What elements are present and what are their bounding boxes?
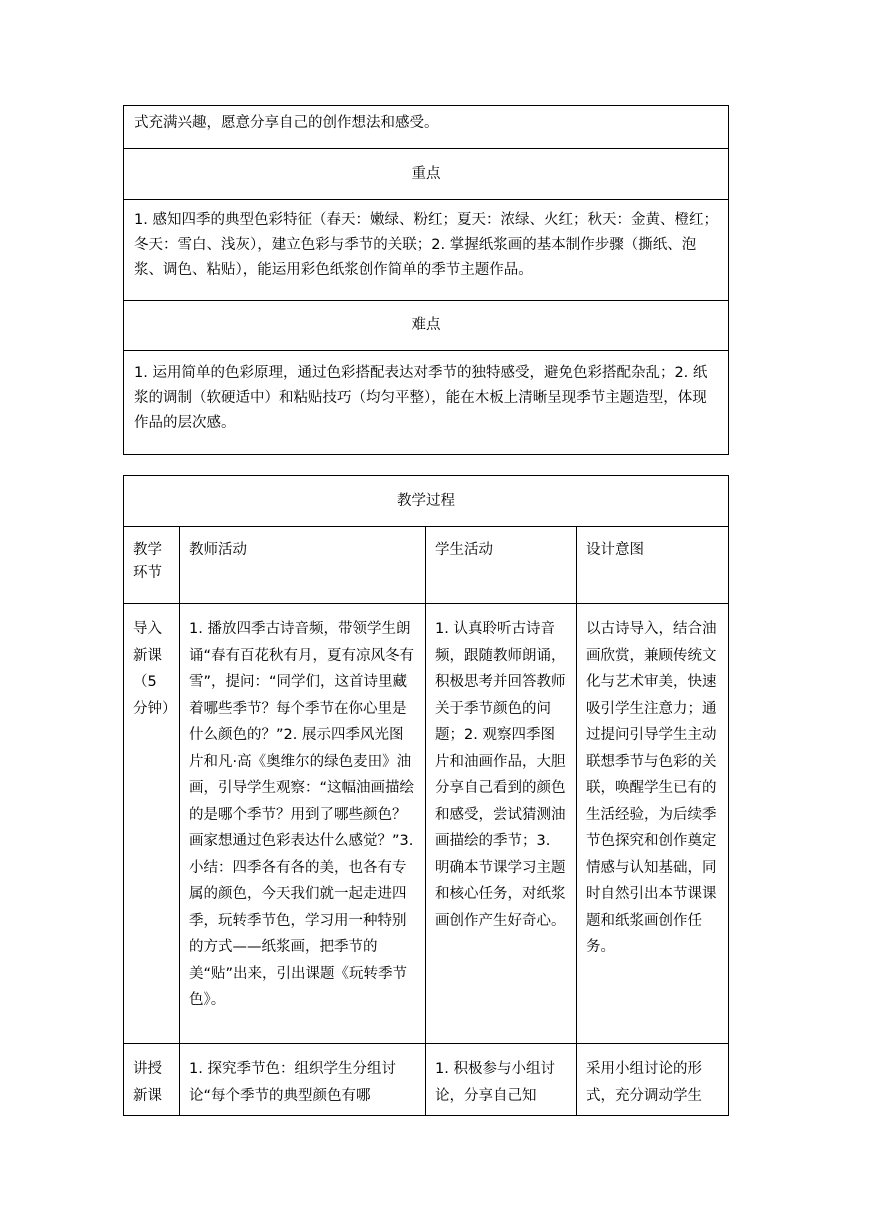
difficulties-content: 1. 运用简单的色彩原理，通过色彩搭配表达对季节的独特感受，避免色彩搭配杂乱；2. 纸浆的调制（软硬适中）和粘贴技巧（均匀平整），能在木板上清晰呈现季节主题造型，体现作品的层次感。 (134, 365, 708, 431)
key-points-content-cell (124, 200, 729, 301)
intro-fragment: 式充满兴趣，愿意分享自己的创作想法和感受。 (134, 115, 439, 131)
header-teacher-label: 教师活动 (189, 542, 247, 558)
row-intro-intent (577, 604, 729, 1044)
header-stage (124, 527, 180, 604)
process-table (123, 475, 729, 1116)
row-intro-student (426, 604, 577, 1044)
difficulties-heading: 难点 (411, 317, 441, 333)
difficulties-heading-cell (124, 301, 729, 351)
objectives-table (123, 105, 729, 455)
intro-fragment-cell (124, 106, 729, 149)
header-intent (577, 527, 729, 604)
row-new-stage (124, 1044, 180, 1116)
header-student (426, 527, 577, 604)
row-intro-teacher (180, 604, 426, 1044)
header-student-label: 学生活动 (435, 542, 493, 558)
stage-text: 讲授新课 (133, 1061, 162, 1104)
teacher-activity-text: 1. 播放四季古诗音频，带领学生朗诵“春有百花秋有月，夏有凉风冬有雪”，提问：“同学们，这首诗里藏着哪些季节？每个季节在你心里是什么颜色的？”2. 展示四季风光图片和凡·高《奥维尔的绿色麦田》油画，引导学生观察：“这幅油画描绘的是哪个季节？用到了哪些颜色？画家想通过色彩表达什么感觉？”3. 小结：四季各有各的美，也各有专属的颜色，今天我们就一起走进四季，玩转季节色，学习用一种特别的方式——纸浆画，把季节的美“贴”出来，引出课题《玩转季节色》。 (189, 621, 415, 1008)
stage-text: 导入新课（5分钟） (133, 621, 177, 717)
row-intro-stage (124, 604, 180, 1044)
header-intent-label: 设计意图 (586, 542, 644, 558)
design-intent-text: 以古诗导入，结合油画欣赏，兼顾传统文化与艺术审美，快速吸引学生注意力；通过提问引导学生主动联想季节与色彩的关联，唤醒学生已有的生活经验，为后续季节色探究和创作奠定情感与认知基础，同时自然引出本节课课题和纸浆画创作任务。 (586, 621, 717, 955)
key-points-content: 1. 感知四季的典型色彩特征（春天：嫩绿、粉红；夏天：浓绿、火红；秋天：金黄、橙红；冬天：雪白、浅灰），建立色彩与季节的关联；2. 掌握纸浆画的基本制作步骤（撕纸、泡浆、调色、粘贴），能运用彩色纸浆创作简单的季节主题作品。 (134, 212, 718, 278)
process-title: 教学过程 (397, 492, 455, 509)
row-new-student (426, 1044, 577, 1116)
process-title-cell (124, 476, 729, 527)
key-points-heading: 重点 (411, 165, 441, 182)
teacher-activity-text: 1. 探究季节色：组织学生分组讨论“每个季节的典型颜色有哪 (189, 1061, 396, 1104)
header-teacher (180, 527, 426, 604)
header-stage-label: 教学环节 (133, 542, 162, 581)
student-activity-text: 1. 积极参与小组讨论，分享自己知 (435, 1061, 555, 1104)
row-new-teacher (180, 1044, 426, 1116)
difficulties-content-cell (124, 351, 729, 455)
student-activity-text: 1. 认真聆听古诗音频，跟随教师朗诵，积极思考并回答教师关于季节颜色的问题；2. 观察四季图片和油画作品，大胆分享自己看到的颜色和感受，尝试猜测油画描绘的季节；3. 明确本节课学习主题和核心任务，对纸浆画创作产生好奇心。 (435, 621, 566, 929)
row-new-intent (577, 1044, 729, 1116)
design-intent-text: 采用小组讨论的形式，充分调动学生 (586, 1061, 702, 1104)
key-points-heading-cell (124, 149, 729, 200)
